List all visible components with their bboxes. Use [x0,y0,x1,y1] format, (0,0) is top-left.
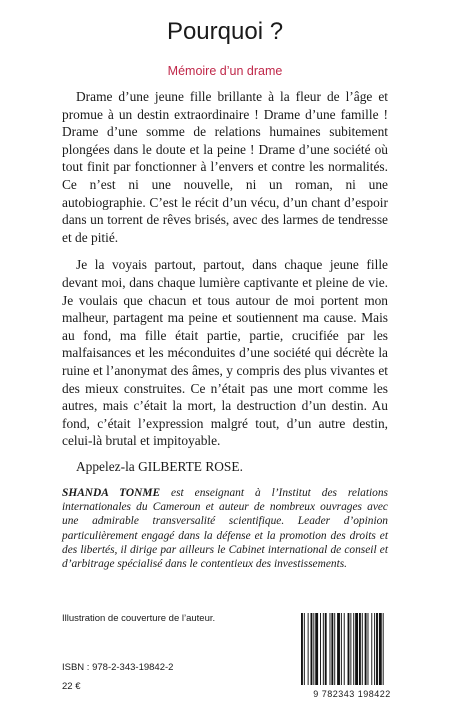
barcode-bar [320,613,321,685]
barcode-bar [315,613,318,685]
barcode-bar [374,613,375,685]
barcode-bar [341,613,342,685]
barcode-bar [362,613,363,685]
barcode-bar [368,613,369,685]
blurb-paragraph-3: Appelez-la GILBERTE ROSE. [76,458,243,474]
blurb-paragraph-2: Je la voyais partout, partout, dans chaque jeune fille devant moi, dans chaque lumière captivante et pleine de vie. Je voulais que chacun et tous autour de moi portent mon malheur, partagent ma peine et soutiennent ma cause. Mais au fond, ma fille était partie, partie, crucifiée par les malfaisances et les méconduites d’une société qui décrète la ruine et l’anonymat des âmes, y compris des plus vivantes et des mieux construites. Ce n’était pas une mort comme les autres, mais c’était la mort, la destruction d’un destin. Au fond, c’était l’expression malgré tout, d’un autre destin, celui-là brutal et impitoyable. [62,257,388,449]
barcode-bar [330,613,331,685]
barcode-bar [331,613,333,685]
barcode-bar [365,613,367,685]
barcode-bar [376,613,378,685]
barcode-bar [383,613,384,685]
barcode-bar [308,613,309,685]
barcode-bars [297,613,407,687]
barcode-bar [371,613,372,685]
author-bio [62,486,388,571]
author-name: SHANDA TONME [62,487,161,499]
blurb-paragraph-1: Drame d’une jeune fille brillante à la fleur de l’âge et promue à un destin extraordinaire ! Drame d’une famille ! Drame d’une somme de relations humaines subitement plongées dans le doute et la peine ! Drame d’une société où tout finit par fonctionner à l’envers et contre les normalités. Ce n’est ni une nouvelle, ni un roman, ni une autobiographie. C’est le récit d’un vécu, d’un chant d’espoir dans un torrent de rêves brisés, avec des larmes de tendresse et de pitié. [62,89,388,245]
barcode [297,613,407,701]
barcode-bar [350,613,351,685]
barcode-bar [379,613,382,685]
barcode-bar [313,613,314,685]
barcode-bar [323,613,324,685]
barcode-bar [355,613,358,685]
barcode-number: 9 782343 198422 [313,689,391,699]
barcode-bar [301,613,303,685]
book-title: Pourquoi ? [166,18,284,45]
blurb [62,88,388,475]
barcode-bar [334,613,335,685]
book-subtitle: Mémoire d’un drame [167,64,283,78]
barcode-bar [359,613,361,685]
isbn: ISBN : 978-2-343-19842-2 [62,662,174,673]
barcode-bar [353,613,354,685]
barcode-bar [311,613,313,685]
barcode-bar [304,613,305,685]
barcode-bar [348,613,350,685]
barcode-bar [337,613,340,685]
author-bio-text: est enseignant à l’Institut des relations internationales du Cameroun et auteur de nombreux ouvrages avec une admirable transversalité scientifique. Leader d’opinion particulièrement engagé dans la défense et la promotion des droits et des libertés, il dirige par ailleurs le Cabinet international de conseil et d’arbitrage spécialisé dans le contentieux des investissements. [62,487,388,571]
price: 22 € [62,681,81,692]
illustration-credit: Illustration de couverture de l’auteur. [62,613,216,624]
barcode-bar [344,613,345,685]
barcode-bar [325,613,327,685]
